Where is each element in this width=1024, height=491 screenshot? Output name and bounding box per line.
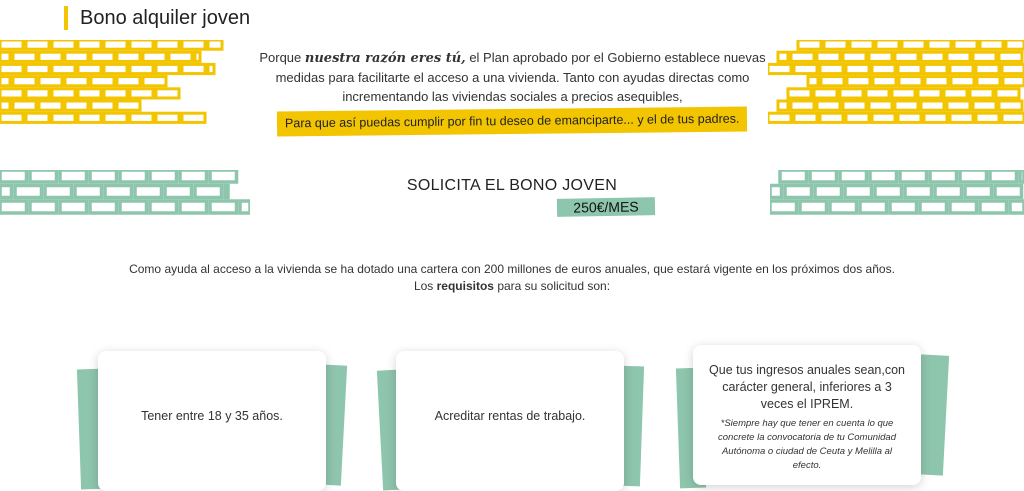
brick	[156, 64, 179, 73]
brick	[850, 40, 873, 49]
brick	[866, 89, 889, 98]
requirement-text: Acreditar rentas de trabajo.	[434, 409, 586, 423]
brick	[791, 52, 814, 61]
requirements-keyword: requisitos	[436, 279, 494, 293]
requirement-note: *Siempre hay que tener en cuenta lo que concrete la convocatoria de tu Comunidad Autónoma o ciudad de Ceuta y Melilla al efecto.	[718, 418, 896, 471]
brick	[840, 89, 863, 98]
brick	[950, 201, 977, 213]
requirement-text: Que tus ingresos anuales sean,con carácter general, inferiores a 3 veces el IPREM.	[709, 363, 905, 411]
brick	[821, 77, 844, 86]
requirements-lead: Los	[413, 279, 437, 293]
intro-highlight: Para que así puedas cumplir por fin tu deseo de emanciparte... y el de tus padres.	[277, 107, 748, 137]
price-badge: 250€/MES	[557, 197, 655, 217]
brick	[976, 113, 999, 122]
brick	[208, 64, 214, 73]
brick	[0, 40, 23, 49]
brick	[0, 77, 10, 86]
brick	[78, 64, 101, 73]
brick	[798, 40, 821, 49]
brick	[876, 40, 899, 49]
brick	[770, 201, 797, 213]
brick	[208, 40, 222, 49]
brick	[0, 89, 23, 98]
brick	[794, 64, 817, 73]
requirement-card-income-limit	[693, 345, 921, 485]
brick	[120, 201, 147, 213]
brick	[117, 77, 140, 86]
brick	[1010, 201, 1024, 213]
brick	[820, 64, 843, 73]
brick	[39, 77, 62, 86]
accent-bar	[64, 6, 68, 30]
brick	[950, 113, 973, 122]
brick	[169, 52, 192, 61]
brick	[846, 113, 869, 122]
brick	[130, 40, 153, 49]
brick	[928, 40, 951, 49]
requirement-text: Tener entre 18 y 35 años.	[141, 409, 283, 423]
brick	[210, 201, 237, 213]
intro-emphasis: nuestra razón eres tú,	[304, 51, 466, 66]
brick	[0, 52, 10, 61]
brick	[52, 89, 75, 98]
brick	[1006, 40, 1024, 49]
brick	[78, 40, 101, 49]
brick	[52, 64, 75, 73]
brick	[954, 40, 977, 49]
brick	[902, 40, 925, 49]
brick	[892, 89, 915, 98]
brick	[973, 52, 996, 61]
brick	[920, 201, 947, 213]
brick	[65, 77, 88, 86]
requirement-card-age	[98, 351, 326, 491]
intro-text-start: Porque	[259, 50, 305, 65]
brick	[924, 113, 947, 122]
brick	[951, 77, 974, 86]
brick	[824, 40, 847, 49]
brick	[143, 77, 166, 86]
brick	[778, 101, 788, 110]
brick	[39, 52, 62, 61]
brick	[0, 113, 23, 122]
brick	[180, 201, 207, 213]
brick	[1002, 64, 1024, 73]
brick	[794, 113, 817, 122]
brick	[898, 64, 921, 73]
brick	[947, 101, 970, 110]
intro-text-end: el Plan aprobado por el Gobierno establece nuevas medidas para facilitarte el acceso a una vivienda. Tanto con ayudas directas como incrementando las viviendas sociales a precios asequibles,	[275, 50, 766, 104]
brick	[130, 89, 153, 98]
brick	[156, 40, 179, 49]
brick	[26, 89, 49, 98]
intro-text	[250, 48, 775, 134]
requirements-tail: para su solicitud son:	[493, 279, 611, 293]
brick	[52, 40, 75, 49]
brick	[130, 64, 153, 73]
brick	[788, 89, 811, 98]
brick	[13, 101, 36, 110]
brick	[860, 201, 887, 213]
brick	[895, 101, 918, 110]
brick	[817, 101, 840, 110]
brick	[843, 52, 866, 61]
brick	[970, 89, 993, 98]
brick	[980, 201, 1007, 213]
brick	[52, 113, 75, 122]
brick	[924, 64, 947, 73]
brick	[0, 201, 27, 213]
brick	[130, 113, 153, 122]
brick	[947, 52, 970, 61]
brick	[13, 77, 36, 86]
brick	[814, 89, 837, 98]
brick	[791, 101, 814, 110]
brick	[925, 77, 948, 86]
brick	[980, 40, 1003, 49]
brick	[104, 64, 127, 73]
brick	[1002, 113, 1024, 122]
brick	[91, 77, 114, 86]
brick	[830, 201, 857, 213]
brick	[0, 64, 23, 73]
brick	[60, 201, 87, 213]
brick	[873, 77, 896, 86]
brick	[869, 52, 892, 61]
brick	[820, 113, 843, 122]
brick	[182, 113, 205, 122]
brick	[91, 52, 114, 61]
brick	[899, 77, 922, 86]
brick	[0, 101, 10, 110]
brick	[872, 113, 895, 122]
brick	[30, 201, 57, 213]
brick	[26, 113, 49, 122]
brick	[895, 52, 918, 61]
brick	[26, 40, 49, 49]
section-header	[64, 6, 250, 30]
brick	[156, 89, 179, 98]
brick	[150, 201, 177, 213]
brick	[950, 64, 973, 73]
brick	[999, 101, 1022, 110]
cta-title: SOLICITA EL BONO JOVEN	[406, 177, 618, 194]
brick	[104, 113, 127, 122]
brick	[195, 52, 200, 61]
brick	[78, 113, 101, 122]
brick	[921, 52, 944, 61]
brick	[918, 89, 941, 98]
brick	[156, 113, 179, 122]
brick	[117, 52, 140, 61]
brick	[973, 101, 996, 110]
brick	[808, 77, 818, 86]
brick	[847, 77, 870, 86]
brick	[182, 40, 205, 49]
brick	[65, 52, 88, 61]
brick	[26, 64, 49, 73]
brick	[996, 89, 1019, 98]
brick	[800, 201, 827, 213]
brick	[817, 52, 840, 61]
brick	[65, 101, 88, 110]
brick	[90, 201, 117, 213]
page-title: Bono alquiler joven	[80, 6, 251, 29]
brick	[182, 64, 205, 73]
brick	[921, 101, 944, 110]
yellow-brick-wall-right	[768, 40, 1024, 127]
brick	[977, 77, 1000, 86]
brick	[898, 113, 921, 122]
brick	[13, 52, 36, 61]
brick	[39, 101, 62, 110]
brick	[143, 52, 166, 61]
brick	[240, 201, 250, 213]
brick	[843, 101, 866, 110]
yellow-brick-wall-left	[0, 40, 225, 127]
brick	[944, 89, 967, 98]
brick	[1003, 77, 1024, 86]
brick	[890, 201, 917, 213]
brick	[869, 101, 892, 110]
brick	[117, 101, 140, 110]
brick	[104, 40, 127, 49]
brick	[778, 52, 788, 61]
brick	[78, 89, 101, 98]
brick	[976, 64, 999, 73]
brick	[872, 64, 895, 73]
funding-text: Como ayuda al acceso a la vivienda se ha dotado una cartera con 200 millones de euros anuales, que estará vigente en los próximos dos años.	[129, 262, 895, 276]
requirement-card-income-source	[396, 351, 624, 491]
brick	[846, 64, 869, 73]
brick	[91, 101, 114, 110]
brick	[999, 52, 1022, 61]
requirements-intro	[0, 261, 1024, 295]
brick	[104, 89, 127, 98]
